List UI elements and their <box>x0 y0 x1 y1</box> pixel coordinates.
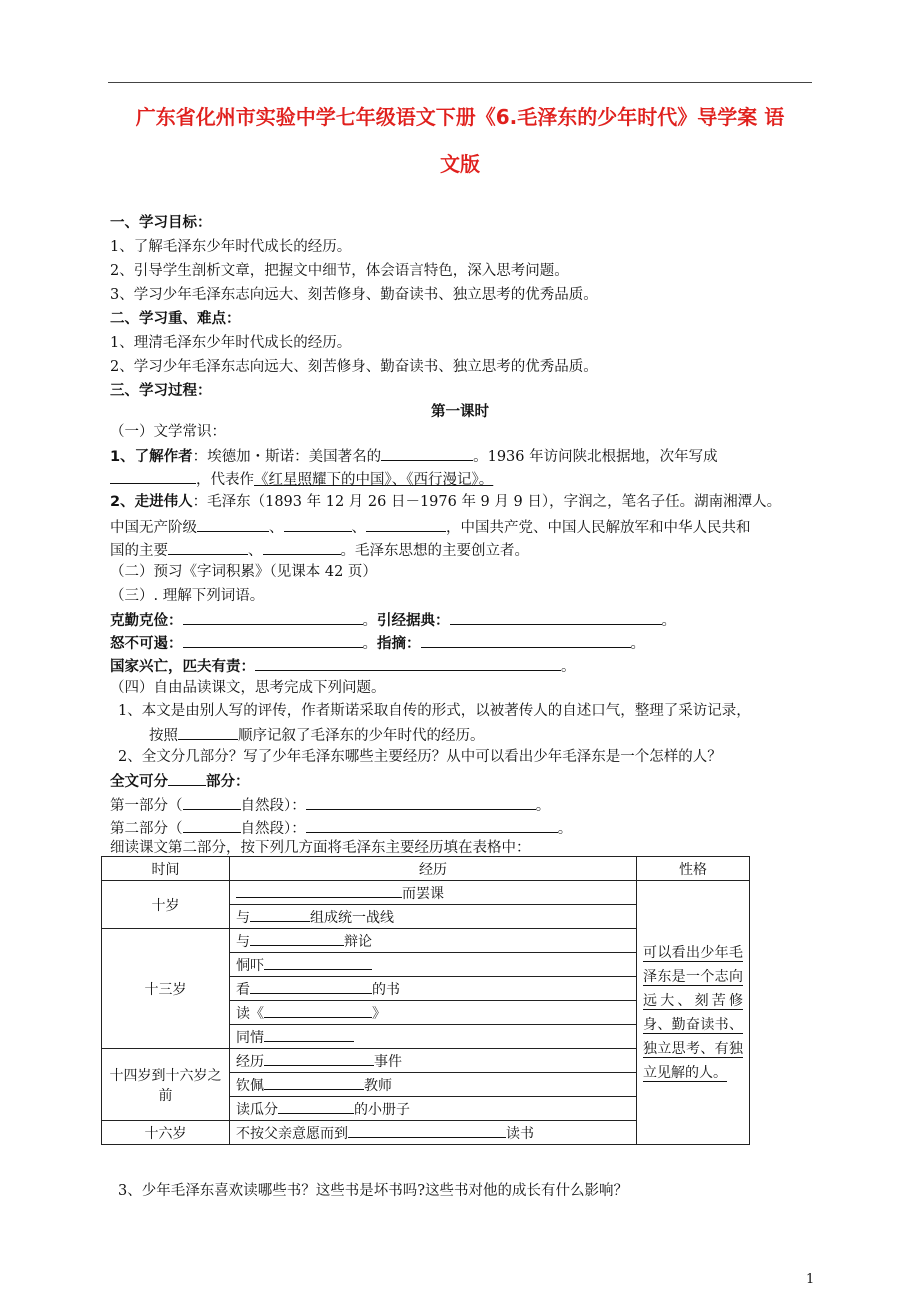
q1-text-2: 顺序记叙了毛泽东的少年时代的经历。 <box>238 728 485 744</box>
experience-text: 经历 <box>236 1054 264 1070</box>
experience-text: 的书 <box>372 982 400 998</box>
part4-label: （四）自由品读课文，思考完成下列问题。 <box>110 680 386 696</box>
doc-title-line2: 文版 <box>440 152 480 176</box>
word-blank[interactable] <box>183 632 363 648</box>
word-blank[interactable] <box>255 655 561 671</box>
experience-text: 读书 <box>506 1126 534 1142</box>
part-one-label: 第一部分（ <box>110 798 183 814</box>
paragraph-blank[interactable] <box>183 817 241 833</box>
author-intro-2 <box>110 468 493 490</box>
author-text-2: 。1936 年访问陕北根据地，次年写成 <box>473 449 718 465</box>
part-two-label-2: 自然段）： <box>240 821 306 837</box>
word-label: 怒不可遏： <box>110 636 183 652</box>
header-character: 性格 <box>637 857 750 881</box>
experience-text: 看 <box>236 982 250 998</box>
word-blank[interactable] <box>450 609 662 625</box>
experience-cell[interactable] <box>230 1097 637 1121</box>
author-text: ：埃德加・斯诺：美国著名的 <box>192 449 382 465</box>
experience-text: 钦佩 <box>236 1078 264 1094</box>
age-cell: 十四岁到十六岁之前 <box>102 1049 230 1121</box>
experience-text: 与 <box>236 934 250 950</box>
experience-text: 读《 <box>236 1006 264 1022</box>
part2-label: （二）预习《字词积累》（见课本 42 页） <box>110 564 377 580</box>
great-text-2: 中国无产阶级 <box>110 520 197 536</box>
author-intro <box>110 445 718 467</box>
question-1: 1、本文是由别人写的评传，作者斯诺采取自传的形式，以被著传人的自述口气，整理了采访记录， <box>118 703 751 719</box>
experience-cell[interactable] <box>230 881 637 905</box>
great-blank-1[interactable] <box>197 516 269 532</box>
question-2: 2、全文分几部分？写了少年毛泽东哪些主要经历？从中可以看出少年毛泽东是一个怎样的人？ <box>118 749 722 765</box>
great-text: ：毛泽东（1893 年 12 月 26 日－1976 年 9 月 9 日），字润之，笔名子任。湖南湘潭人。 <box>192 494 782 510</box>
experience-text: 同情 <box>236 1030 264 1046</box>
header-experience: 经历 <box>230 857 637 881</box>
part-two-row: 第二部分（ 自然段）： 。 <box>110 817 572 839</box>
page-number: 1 <box>806 1272 815 1287</box>
great-man-intro-3: 国的主要 、 。毛泽东思想的主要创立者。 <box>110 539 529 561</box>
experience-cell[interactable] <box>230 929 637 953</box>
word-label: 国家兴亡，匹夫有责： <box>110 659 255 675</box>
age-cell: 十岁 <box>102 881 230 929</box>
great-blank-4[interactable] <box>168 539 248 555</box>
lesson-title: 第一课时 <box>431 404 489 420</box>
experience-text: 不按父亲意愿而到 <box>236 1126 348 1142</box>
table-intro: 细读课文第二部分，按下列几方面将毛泽东主要经历填在表格中： <box>110 840 531 856</box>
great-blank-5[interactable] <box>263 539 341 555</box>
great-man-intro-2: 中国无产阶级 、 、 ，中国共产党、中国人民解放军和中华人民共和 <box>110 516 751 538</box>
word-row-2: 怒不可遏： 。指摘： 。 <box>110 632 645 654</box>
author-label: 1、了解作者 <box>110 449 193 465</box>
q2-answer-text-2: 部分： <box>206 774 250 790</box>
experience-text: 的小册子 <box>354 1102 410 1118</box>
q2-blank[interactable] <box>168 770 206 786</box>
objective-1: 1、了解毛泽东少年时代成长的经历。 <box>110 239 352 255</box>
section2-heading: 二、学习重、难点： <box>110 311 241 327</box>
paragraph-blank[interactable] <box>183 794 241 810</box>
part-two-label: 第二部分（ <box>110 821 183 837</box>
experience-text: 》 <box>372 1006 386 1022</box>
question-1-cont <box>149 724 485 746</box>
author-blank-1[interactable] <box>381 445 473 461</box>
character-text: 可以看出少年毛泽东是一个志向远大、刻苦修身、勤奋读书、独立思考、有独立见解的人。 <box>643 944 743 1081</box>
experience-table <box>101 856 750 1145</box>
part3-label: （三）. 理解下列词语。 <box>110 588 265 604</box>
experience-cell[interactable] <box>230 1121 637 1145</box>
table-header-row <box>102 857 750 881</box>
author-text-3: ，代表作 <box>196 472 254 488</box>
experience-cell[interactable] <box>230 953 637 977</box>
word-row-3: 国家兴亡，匹夫有责： 。 <box>110 655 576 677</box>
summary-blank[interactable] <box>306 794 536 810</box>
header-rule <box>108 82 812 83</box>
experience-text: 而罢课 <box>402 886 444 902</box>
table-row <box>102 881 750 905</box>
great-text-4: 国的主要 <box>110 543 168 559</box>
great-label: 2、走进伟人 <box>110 494 193 510</box>
great-man-intro <box>110 492 781 512</box>
experience-text: 与 <box>236 910 250 926</box>
word-label: 克勤克俭： <box>110 613 183 629</box>
great-text-5: 。毛泽东思想的主要创立者。 <box>340 543 529 559</box>
part1-label: （一）文学常识： <box>110 424 226 440</box>
experience-text: 恫吓 <box>236 958 264 974</box>
experience-text: 教师 <box>364 1078 392 1094</box>
author-blank-2[interactable] <box>110 468 196 484</box>
great-blank-3[interactable] <box>366 516 446 532</box>
q2-answer-text: 全文可分 <box>110 774 168 790</box>
age-cell: 十六岁 <box>102 1121 230 1145</box>
experience-cell[interactable] <box>230 1073 637 1097</box>
objective-2: 2、引导学生剖析文章，把握文中细节，体会语言特色，深入思考问题。 <box>110 263 569 279</box>
word-blank[interactable] <box>183 609 363 625</box>
author-works: 《红星照耀下的中国》、《西行漫记》。 <box>254 472 494 488</box>
summary-blank[interactable] <box>306 817 558 833</box>
part-one-row: 第一部分（ 自然段）： 。 <box>110 794 550 816</box>
question-3: 3、少年毛泽东喜欢读哪些书？这些书是坏书吗?这些书对他的成长有什么影响？ <box>118 1183 628 1199</box>
experience-cell[interactable] <box>230 977 637 1001</box>
section3-heading: 三、学习过程： <box>110 383 212 399</box>
part-one-label-2: 自然段）： <box>240 798 306 814</box>
word-row-1: 克勤克俭： 。引经据典： 。 <box>110 609 676 631</box>
experience-text: 辩论 <box>344 934 372 950</box>
experience-cell[interactable] <box>230 905 637 929</box>
experience-cell[interactable] <box>230 1025 637 1049</box>
experience-cell[interactable] <box>230 1049 637 1073</box>
experience-text: 事件 <box>374 1054 402 1070</box>
character-cell <box>637 881 750 1145</box>
age-cell: 十三岁 <box>102 929 230 1049</box>
doc-title-line1: 广东省化州市实验中学七年级语文下册《6.毛泽东的少年时代》导学案 语 <box>135 105 785 129</box>
great-text-3: ，中国共产党、中国人民解放军和中华人民共和 <box>446 520 751 536</box>
experience-cell[interactable] <box>230 1001 637 1025</box>
q1-blank[interactable] <box>178 724 238 740</box>
keypoint-1: 1、理清毛泽东少年时代成长的经历。 <box>110 335 352 351</box>
q2-answer <box>110 770 250 792</box>
q1-text: 按照 <box>149 728 178 744</box>
keypoint-2: 2、学习少年毛泽东志向远大、刻苦修身、勤奋读书、独立思考的优秀品质。 <box>110 359 598 375</box>
word-blank[interactable] <box>421 632 631 648</box>
great-blank-2[interactable] <box>284 516 352 532</box>
objective-3: 3、学习少年毛泽东志向远大、刻苦修身、勤奋读书、独立思考的优秀品质。 <box>110 287 598 303</box>
section1-heading: 一、学习目标： <box>110 215 212 231</box>
word-label: 指摘： <box>377 636 421 652</box>
experience-text: 组成统一战线 <box>310 910 394 926</box>
word-label: 引经据典： <box>377 613 450 629</box>
experience-text: 读瓜分 <box>236 1102 278 1118</box>
header-time: 时间 <box>102 857 230 881</box>
